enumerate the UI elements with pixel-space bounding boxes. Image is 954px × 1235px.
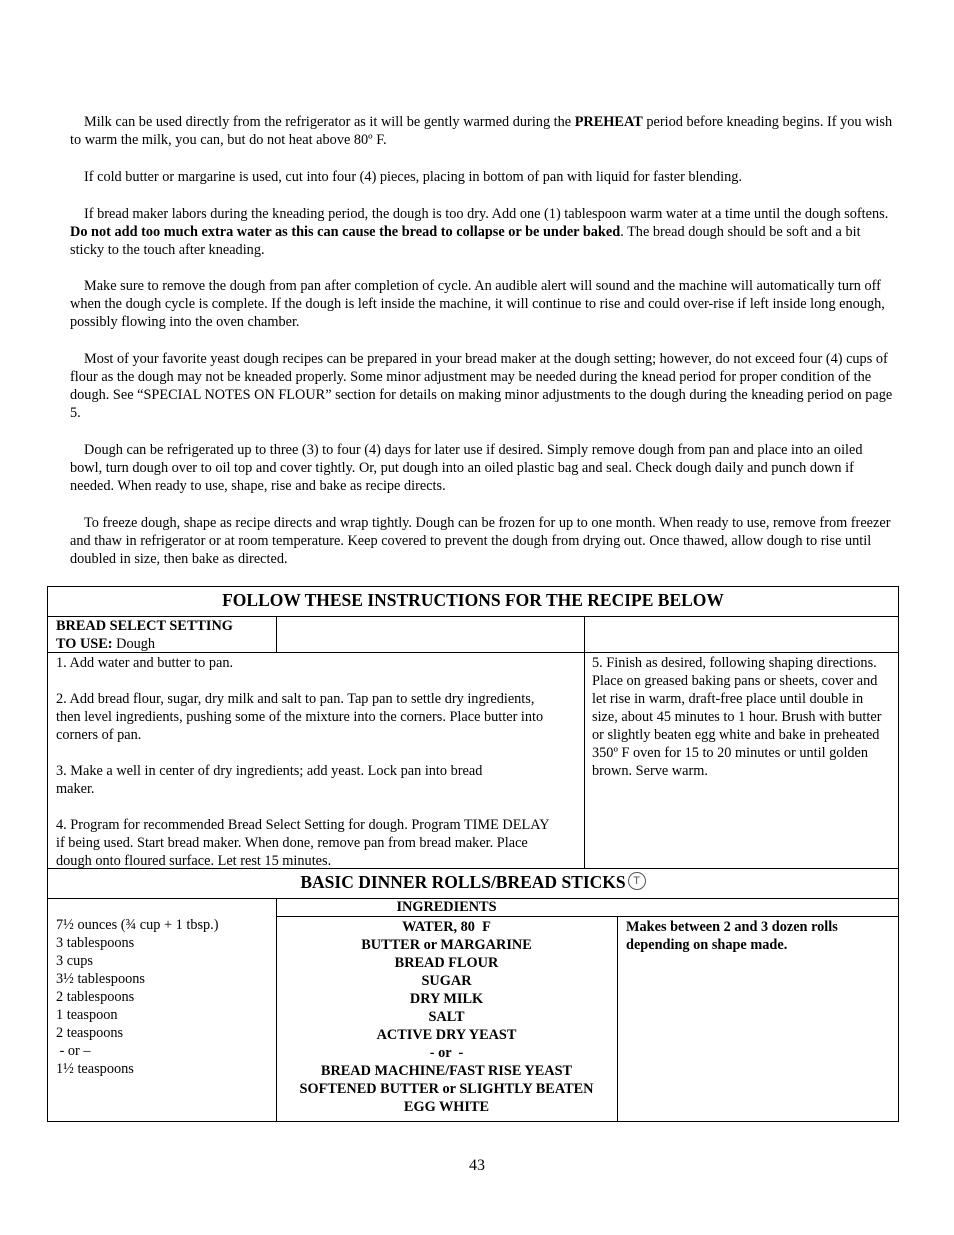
instructions-header: FOLLOW THESE INSTRUCTIONS FOR THE RECIPE BELOW — [222, 590, 724, 610]
bread-setting — [56, 617, 271, 653]
paragraph-kneading — [70, 205, 896, 259]
amount-item: 1½ teaspoons — [56, 1061, 134, 1077]
amount-item: 2 teaspoons — [56, 1025, 124, 1041]
preheat-keyword: PREHEAT — [574, 114, 643, 130]
paragraph-milk-text: Milk can be used directly from the refrigerator as it will be gently warmed during the — [84, 114, 575, 130]
table-rule — [276, 916, 899, 917]
paragraph-milk — [70, 113, 896, 149]
ingredients-header: INGREDIENTS — [396, 899, 497, 915]
amount-item: 3½ tablespoons — [56, 971, 145, 987]
bread-setting-to-use: TO USE: — [56, 636, 113, 652]
step-2: 2. Add bread flour, sugar, dry milk and salt to pan. Tap pan to settle dry ingredients, then level ingredients, pushing some of the mixture into the corners. Place butter into corners of pan. — [56, 691, 544, 743]
ingredient-item: BUTTER or MARGARINE — [361, 937, 532, 953]
amount-item: 2 tablespoons — [56, 989, 135, 1005]
amount-item: 7½ ounces (¾ cup + 1 tbsp.) — [56, 917, 219, 933]
amount-item: 3 cups — [56, 953, 93, 969]
ingredient-names — [276, 918, 617, 1116]
paragraph-kneading-text: If bread maker labors during the kneading period, the dough is too dry. Add one (1) tablespoon warm water at a time until the dough softens. — [84, 206, 889, 222]
paragraph-milk-text-end: period before kneading begins. If you wish to warm the milk, you can, but do not heat above 80º F. — [70, 114, 893, 148]
table-rule — [617, 916, 618, 1122]
ingredient-item: SUGAR — [421, 973, 472, 989]
step-1: 1. Add water and butter to pan. — [56, 655, 234, 671]
amount-item: 1 teaspoon — [56, 1007, 118, 1023]
recipe-title-text: BASIC DINNER ROLLS/BREAD STICKS — [300, 872, 626, 892]
ingredient-item: SALT — [428, 1009, 465, 1025]
bread-setting-line — [56, 635, 271, 653]
paragraph-kneading-text-end: . The bread dough should be soft and a bit sticky to the touch after kneading. — [70, 224, 861, 258]
ingredient-item: WATER, 80 F — [402, 919, 491, 935]
page-number: 43 — [469, 1157, 485, 1174]
paragraph-freeze: To freeze dough, shape as recipe directs and wrap tightly. Dough can be frozen for up to one month. When ready to use, remove from freezer and thaw in refrigerator or at room temperature. Keep covered to prevent the dough from drying out. Once thawed, allow dough to rise until doubled in size, then bake as directed. — [70, 515, 891, 567]
bread-setting-value: Dough — [112, 636, 156, 652]
amount-item: - or – — [56, 1043, 91, 1059]
step-3: 3. Make a well in center of dry ingredients; add yeast. Lock pan into bread maker. — [56, 763, 483, 797]
paragraph-remove-dough: Make sure to remove the dough from pan after completion of cycle. An audible alert will sound and the machine will automatically turn off when the dough cycle is complete. If the dough is left inside the machine, it will continue to rise and could over-rise if left inside long enough, possibly flowing into the oven chamber. — [70, 278, 885, 330]
recipe-yield: Makes between 2 and 3 dozen rolls depending on shape made. — [626, 919, 838, 953]
table-rule — [276, 616, 277, 653]
ingredient-item: BREAD MACHINE/FAST RISE YEAST — [320, 1063, 573, 1079]
ingredient-item: - or - — [429, 1045, 464, 1061]
ingredient-item: BREAD FLOUR — [394, 955, 499, 971]
amount-item: 3 tablespoons — [56, 935, 135, 951]
step-5: 5. Finish as desired, following shaping directions. Place on greased baking pans or sheets, cover and let rise in warm, draft-free place until double in size, about 45 minutes to 1 hour. Brush with butter or slightly beaten egg white and bake in preheated 350º F oven for 15 to 20 minutes or until golden brown. Serve warm. — [592, 655, 882, 779]
paragraph-butter: If cold butter or margarine is used, cut into four (4) pieces, placing in bottom of pan with liquid for faster blending. — [84, 169, 743, 185]
paragraph-favorite-recipes: Most of your favorite yeast dough recipes can be prepared in your bread maker at the dough setting; however, do not exceed four (4) cups of flour as the dough may not be kneaded properly. Some minor adjustment may be needed during the knead period for proper condition of the dough. See “SPECIAL NOTES ON FLOUR” section for details on making minor adjustments to the dough during the kneading period on page 5. — [70, 351, 893, 421]
time-delay-icon: T — [628, 872, 646, 890]
ingredient-item: DRY MILK — [409, 991, 484, 1007]
ingredient-item: EGG WHITE — [403, 1099, 490, 1115]
step-4: 4. Program for recommended Bread Select Setting for dough. Program TIME DELAY if being used. Start bread maker. When done, remove pan from bread maker. Place dough onto floured surface. Let rest 15 minutes. — [56, 817, 550, 869]
water-warning: Do not add too much extra water as this can cause the bread to collapse or be under baked — [70, 224, 621, 240]
table-rule — [584, 616, 585, 869]
recipe-title — [47, 871, 899, 893]
steps-1-4 — [56, 654, 556, 870]
ingredient-amounts — [56, 916, 271, 1078]
paragraph-refrigerate: Dough can be refrigerated up to three (3) to four (4) days for later use if desired. Simply remove dough from pan and place into an oiled bowl, turn dough over to oil top and cover tightly. Or, put dough into an oiled plastic bag and seal. Check dough daily and punch down if needed. When ready to use, shape, rise and bake as recipe directs. — [70, 442, 863, 494]
ingredient-item: ACTIVE DRY YEAST — [376, 1027, 517, 1043]
bread-setting-label: BREAD SELECT SETTING — [56, 618, 233, 634]
ingredient-item: SOFTENED BUTTER or SLIGHTLY BEATEN — [299, 1081, 594, 1097]
